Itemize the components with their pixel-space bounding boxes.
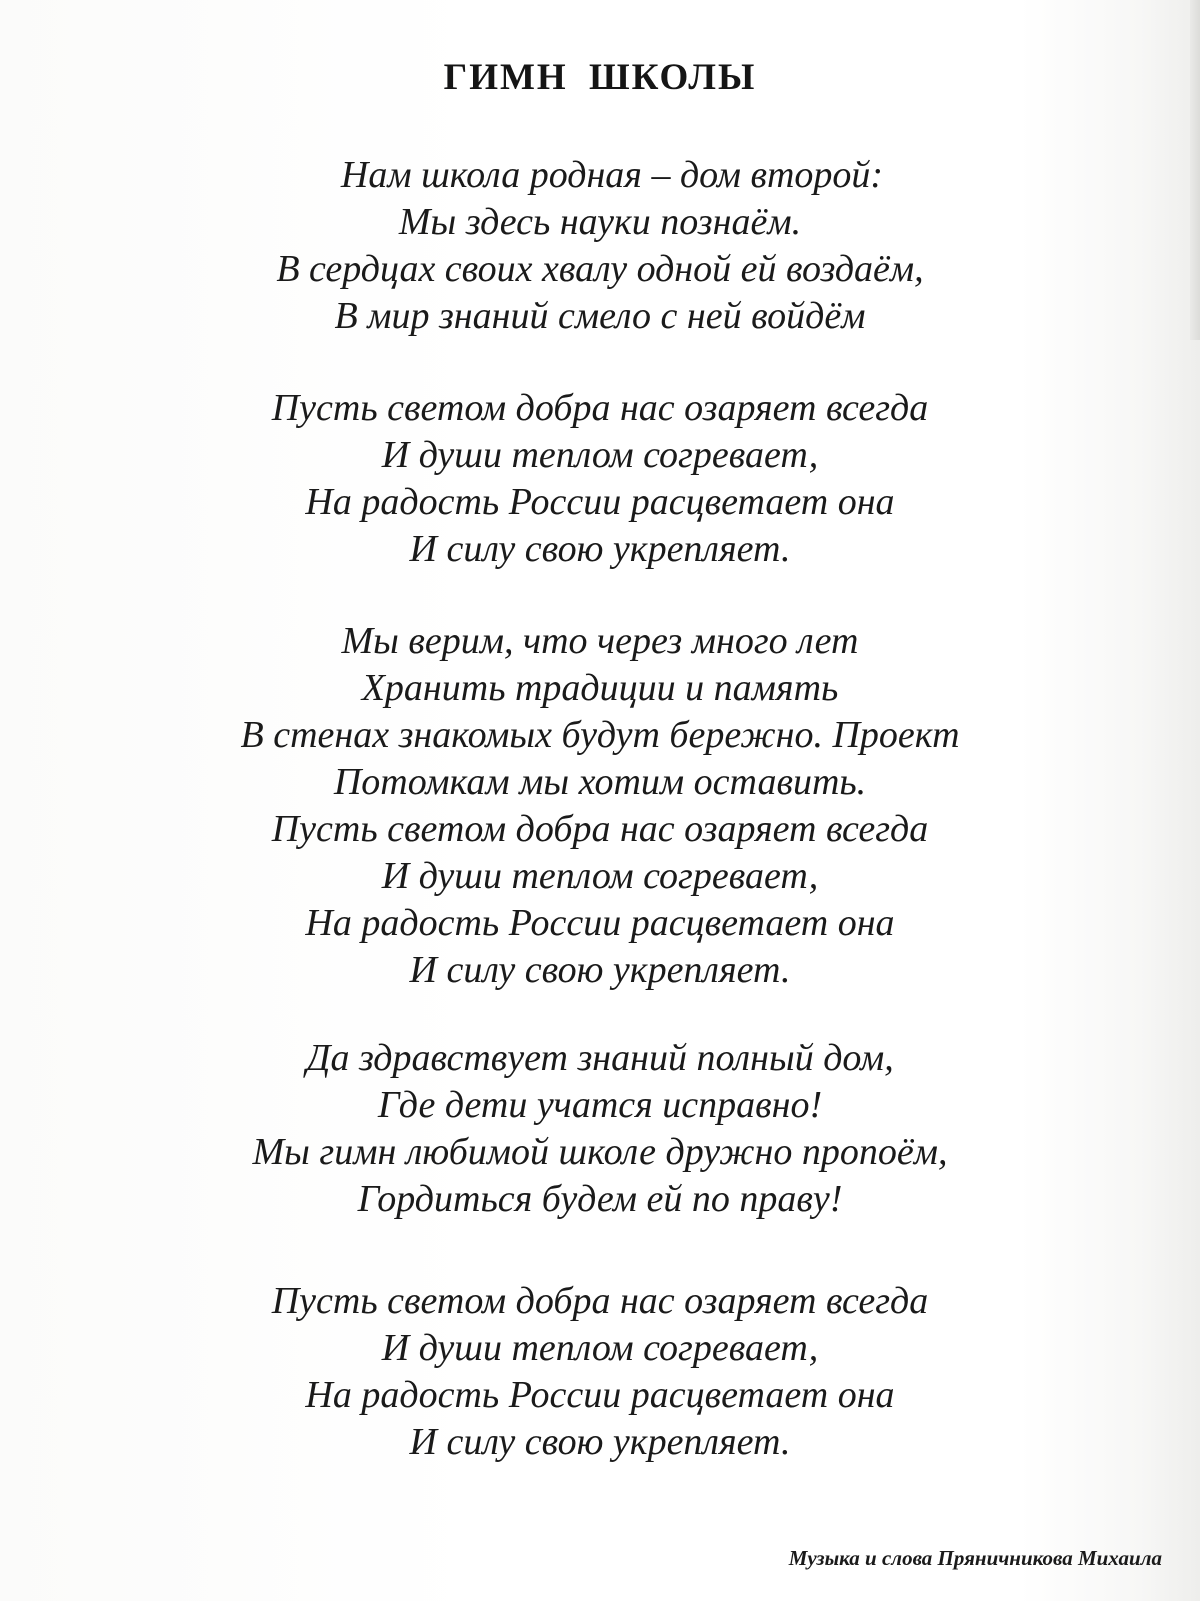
stanza-line: И силу свою укрепляет. xyxy=(409,949,791,991)
stanza-line: Мы гимн любимой школе дружно пропоём, xyxy=(252,1131,948,1173)
stanza-line: Нам школа родная – дом второй: xyxy=(340,154,884,196)
stanza-line: Пусть светом добра нас озаряет всегда xyxy=(271,808,929,850)
author-credit: Музыка и слова Пряничникова Михаила xyxy=(788,1546,1162,1570)
stanza-line: Да здравствует знаний полный дом, xyxy=(306,1037,894,1079)
stanza-line: Хранить традиции и память xyxy=(361,667,839,709)
stanza-line: Гордиться будем ей по праву! xyxy=(357,1178,843,1220)
stanza-line: В сердцах своих хвалу одной ей воздаём, xyxy=(276,248,924,290)
stanza-line: Мы верим, что через много лет xyxy=(341,620,859,662)
stanza-line: Пусть светом добра нас озаряет всегда xyxy=(271,1280,929,1322)
stanza-line: Мы здесь науки познаём. xyxy=(398,201,802,243)
stanza-line: На радость России расцветает она xyxy=(305,902,895,944)
document-title: ГИМН ШКОЛЫ xyxy=(443,57,757,98)
stanza-line: Где дети учатся исправно! xyxy=(377,1084,823,1126)
stanza-line: В мир знаний смело с ней войдём xyxy=(334,295,866,337)
stanza-line: На радость России расцветает она xyxy=(305,481,895,523)
stanza-line: На радость России расцветает она xyxy=(305,1374,895,1416)
stanza-line: И души теплом согревает, xyxy=(381,434,819,476)
stanza-line: И силу свою укрепляет. xyxy=(409,528,791,570)
stanza-line: Пусть светом добра нас озаряет всегда xyxy=(271,387,929,429)
stanza-line: И силу свою укрепляет. xyxy=(409,1421,791,1463)
stanza-line: В стенах знакомых будут бережно. Проект xyxy=(240,714,960,756)
stanza-line: Потомкам мы хотим оставить. xyxy=(333,761,867,803)
stanza-line: И души теплом согревает, xyxy=(381,1327,819,1369)
stanza-line: И души теплом согревает, xyxy=(381,855,819,897)
